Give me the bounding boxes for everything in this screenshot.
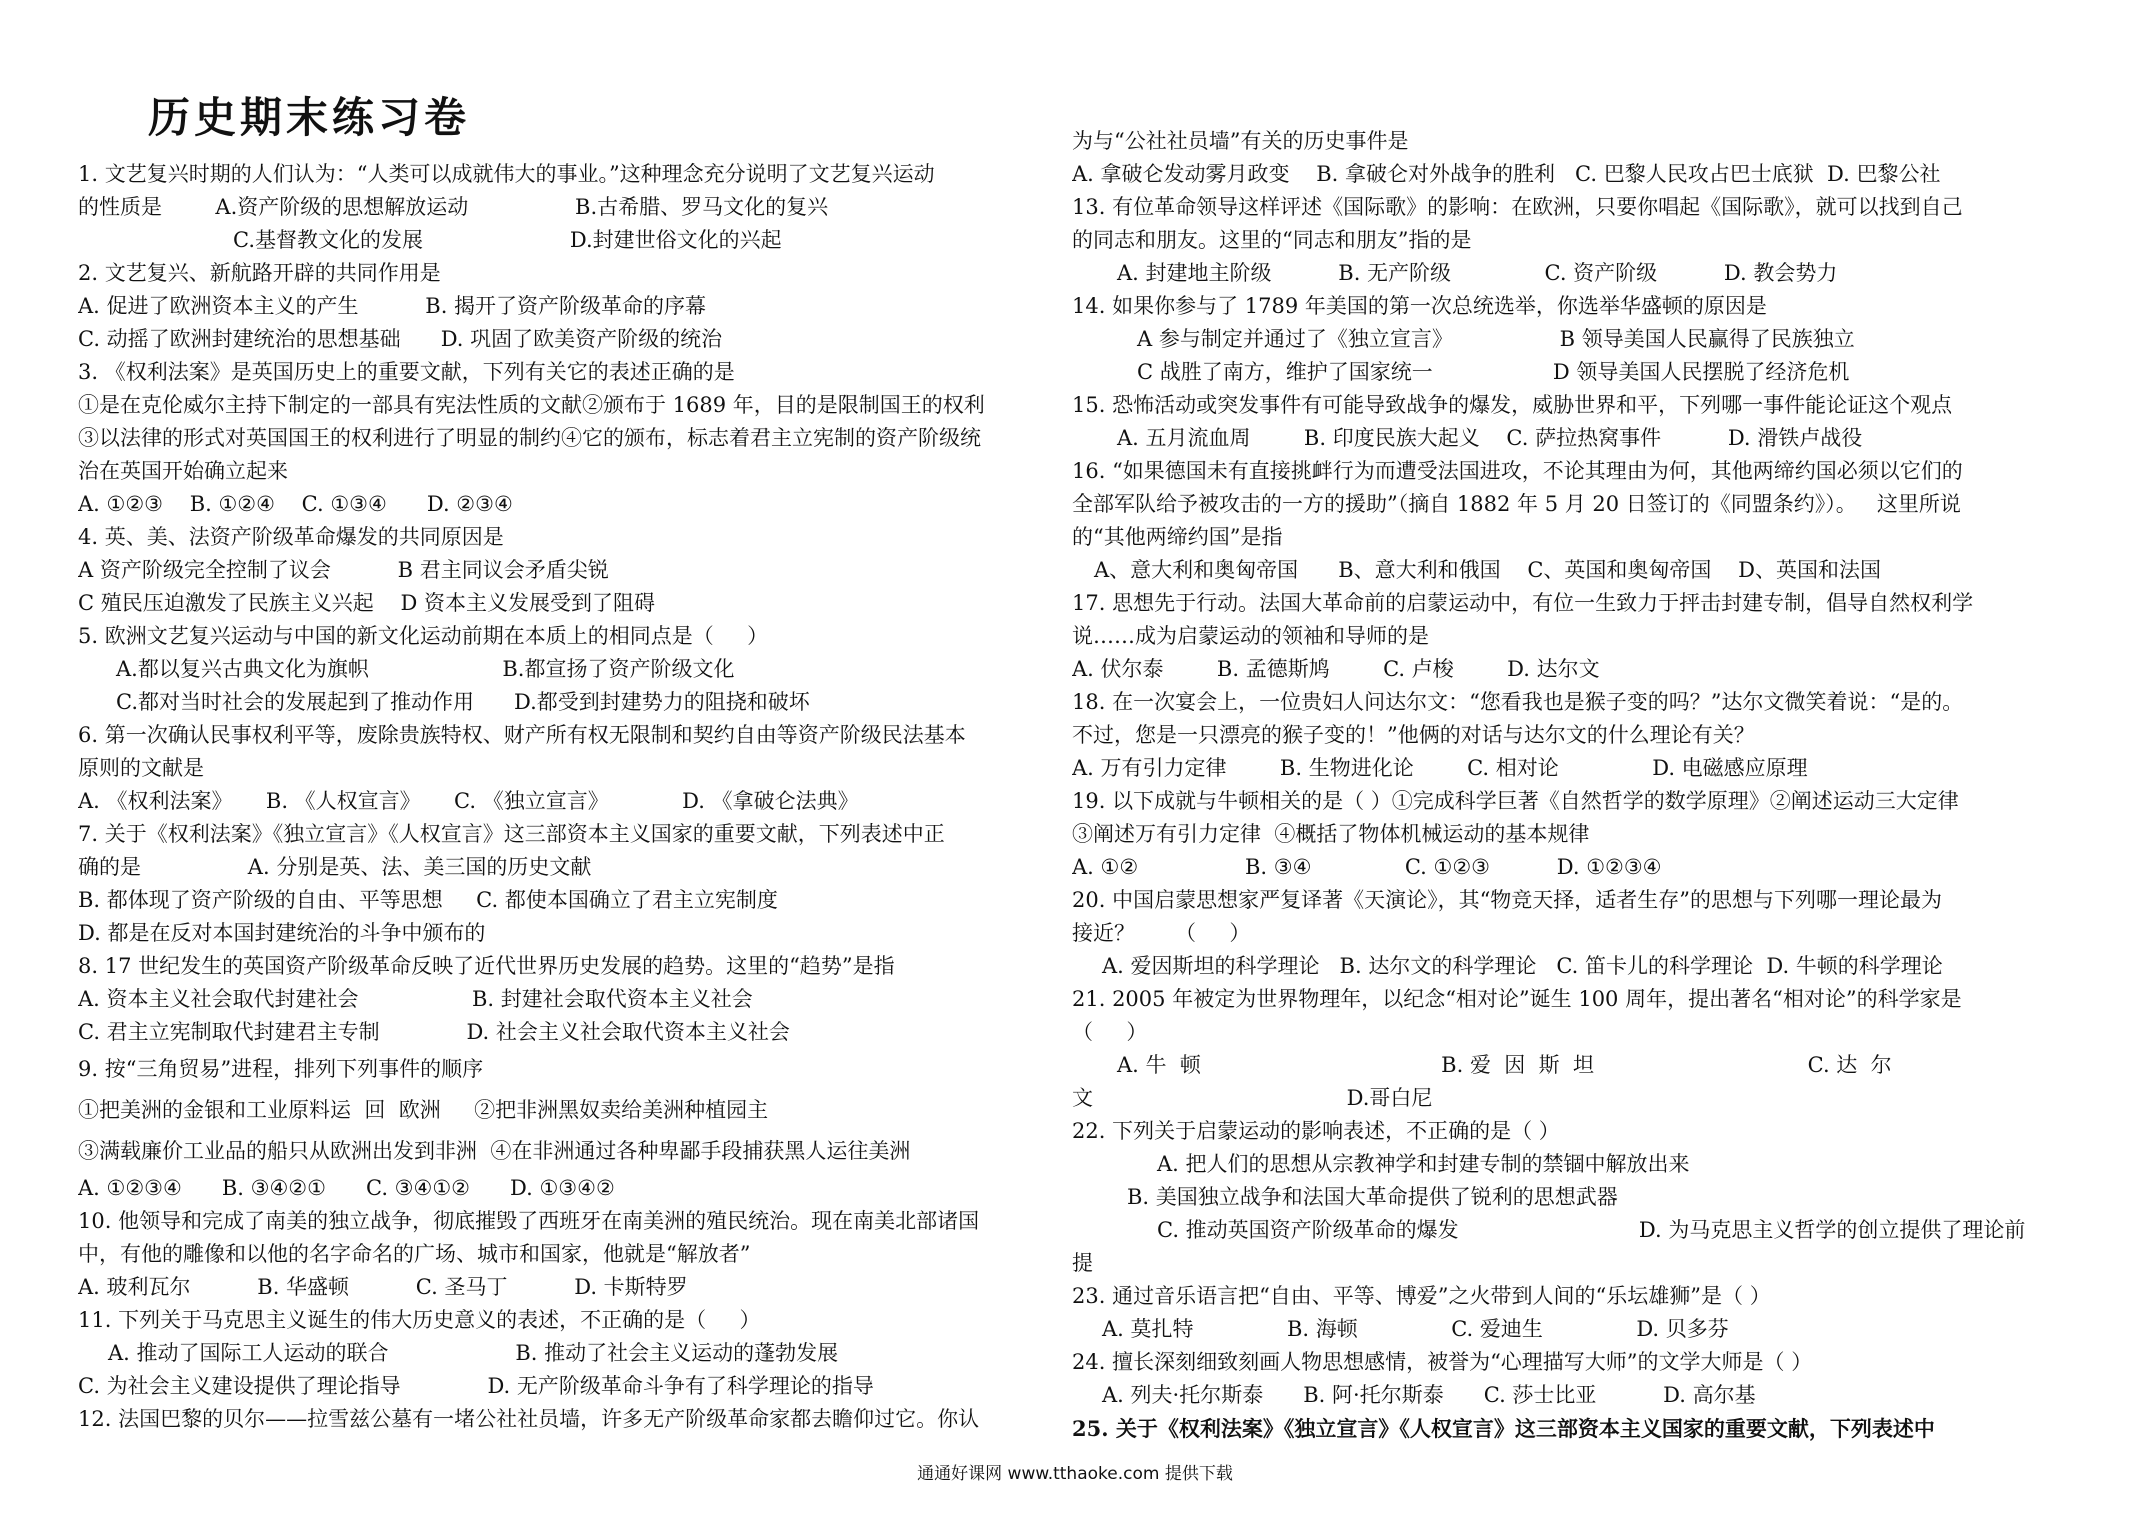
text-line: 5. 欧洲文艺复兴运动与中国的新文化运动前期在本质上的相同点是（ ）: [78, 624, 769, 648]
text-line: ③阐述万有引力定律 ④概括了物体机械运动的基本规律: [1072, 822, 1590, 846]
text-line: A. 资本主义社会取代封建社会 B. 封建社会取代资本主义社会: [78, 987, 753, 1011]
text-line: 20. 中国启蒙思想家严复译著《天演论》，其“物竞天择，适者生存”的思想与下列哪一理论最为: [1072, 888, 1943, 912]
text-line: 9. 按“三角贸易”进程，排列下列事件的顺序: [78, 1057, 484, 1081]
text-line: ①把美洲的金银和工业原料运 回 欧洲 ②把非洲黑奴卖给美洲种植园主: [78, 1098, 769, 1122]
text-line: B. 都体现了资产阶级的自由、平等思想 C. 都使本国确立了君主立宪制度: [78, 888, 778, 912]
text-line: A. 《权利法案》 B. 《人权宣言》 C. 《独立宣言》 D. 《拿破仑法典》: [78, 789, 859, 813]
text-line: 的同志和朋友。这里的“同志和朋友”指的是: [1072, 228, 1472, 252]
text-line: A. 莫扎特 B. 海顿 C. 爱迪生 D. 贝多芬: [1102, 1317, 1729, 1341]
text-line: 的“其他两缔约国”是指: [1072, 525, 1283, 549]
text-line: A. ①② B. ③④ C. ①②③ D. ①②③④: [1072, 855, 1662, 879]
text-line: A. ①②③④ B. ③④②① C. ③④①② D. ①③④②: [78, 1176, 615, 1200]
text-line: 25. 关于《权利法案》《独立宣言》《人权宣言》这三部资本主义国家的重要文献，下列表述中: [1072, 1416, 1935, 1441]
text-line: 接近？ （ ）: [1072, 921, 1251, 945]
text-line: 3. 《权利法案》是英国历史上的重要文献，下列有关它的表述正确的是: [78, 360, 735, 384]
text-line: C.都对当时社会的发展起到了推动作用 D.都受到封建势力的阻挠和破坏: [116, 690, 810, 714]
text-line: 原则的文献是: [78, 756, 204, 780]
text-line: 中，有他的雕像和以他的名字命名的广场、城市和国家，他就是“解放者”: [78, 1242, 751, 1266]
text-line: A. 促进了欧洲资本主义的产生 B. 揭开了资产阶级革命的序幕: [78, 294, 707, 318]
text-line: 19. 以下成就与牛顿相关的是（ ）①完成科学巨著《自然哲学的数学原理》②阐述运动三大定律: [1072, 789, 1959, 813]
text-line: 说……成为启蒙运动的领袖和导师的是: [1072, 624, 1429, 648]
text-line: 为与“公社社员墙”有关的历史事件是: [1072, 129, 1409, 153]
text-line: 12. 法国巴黎的贝尔——拉雪兹公墓有一堵公社社员墙，许多无产阶级革命家都去瞻仰过它。你认: [78, 1407, 980, 1431]
text-line: 8. 17 世纪发生的英国资产阶级革命反映了近代世界历史发展的趋势。这里的“趋势”是指: [78, 954, 895, 978]
page-title: 历史期末练习卷: [148, 93, 471, 142]
text-line: 文 D.哥白尼: [1072, 1086, 1433, 1110]
text-line: 7. 关于《权利法案》《独立宣言》《人权宣言》这三部资本主义国家的重要文献，下列表述中正: [78, 822, 945, 846]
text-line: A. 封建地主阶级 B. 无产阶级 C. 资产阶级 D. 教会势力: [1117, 261, 1838, 285]
text-line: ③满载廉价工业品的船只从欧洲出发到非洲 ④在非洲通过各种卑鄙手段捕获黑人运往美洲: [78, 1139, 911, 1163]
text-line: 的性质是 A.资产阶级的思想解放运动 B.古希腊、罗马文化的复兴: [78, 195, 829, 219]
text-line: A. 列夫·托尔斯泰 B. 阿·托尔斯泰 C. 莎士比亚 D. 高尔基: [1102, 1383, 1756, 1407]
text-line: C. 为社会主义建设提供了理论指导 D. 无产阶级革命斗争有了科学理论的指导: [78, 1374, 874, 1398]
text-line: A. 伏尔泰 B. 孟德斯鸠 C. 卢梭 D. 达尔文: [1072, 657, 1600, 681]
text-line: 提: [1072, 1251, 1093, 1275]
text-line: A、意大利和奥匈帝国 B、意大利和俄国 C、英国和奥匈帝国 D、英国和法国: [1094, 558, 1881, 582]
text-line: C.基督教文化的发展 D.封建世俗文化的兴起: [233, 228, 782, 252]
text-line: A. 牛 顿 B. 爱 因 斯 坦 C. 达 尔: [1117, 1053, 1892, 1077]
text-line: A. ①②③ B. ①②④ C. ①③④ D. ②③④: [78, 492, 513, 516]
text-line: 2. 文艺复兴、新航路开辟的共同作用是: [78, 261, 441, 285]
text-line: ③以法律的形式对英国国王的权利进行了明显的制约④它的颁布，标志着君主立宪制的资产阶级统: [78, 426, 981, 450]
text-line: 11. 下列关于马克思主义诞生的伟大历史意义的表述，不正确的是（ ）: [78, 1308, 761, 1332]
text-line: 15. 恐怖活动或突发事件有可能导致战争的爆发，威胁世界和平，下列哪一事件能论证这个观点: [1072, 393, 1953, 417]
text-line: 24. 擅长深刻细致刻画人物思想感情，被誉为“心理描写大师”的文学大师是（ ）: [1072, 1350, 1813, 1374]
text-line: ①是在克伦威尔主持下制定的一部具有宪法性质的文献②颁布于 1689 年，目的是限制国王的权利: [78, 393, 985, 417]
text-line: 4. 英、美、法资产阶级革命爆发的共同原因是: [78, 525, 504, 549]
left-column: [78, 158, 1033, 1436]
text-line: C 战胜了南方，维护了国家统一 D 领导美国人民摆脱了经济危机: [1137, 360, 1850, 384]
text-line: 10. 他领导和完成了南美的独立战争，彻底摧毁了西班牙在南美洲的殖民统治。现在南美北部诸国: [78, 1209, 980, 1233]
text-line: 13. 有位革命领导这样评述《国际歌》的影响：在欧洲，只要你唱起《国际歌》，就可以找到自己: [1072, 195, 1963, 219]
right-column: [1072, 125, 2032, 1445]
text-line: D. 都是在反对本国封建统治的斗争中颁布的: [78, 921, 486, 945]
text-line: A 资产阶级完全控制了议会 B 君主同议会矛盾尖锐: [78, 558, 609, 582]
text-line: A. 五月流血周 B. 印度民族大起义 C. 萨拉热窝事件 D. 滑铁卢战役: [1117, 426, 1863, 450]
text-line: A. 推动了国际工人运动的联合 B. 推动了社会主义运动的蓬勃发展: [108, 1341, 839, 1365]
text-line: A. 万有引力定律 B. 生物进化论 C. 相对论 D. 电磁感应原理: [1072, 756, 1808, 780]
text-line: A. 玻利瓦尔 B. 华盛顿 C. 圣马丁 D. 卡斯特罗: [78, 1275, 688, 1299]
text-line: A. 拿破仑发动雾月政变 B. 拿破仑对外战争的胜利 C. 巴黎人民攻占巴士底狱 D. 巴黎公社: [1072, 162, 1941, 186]
text-line: A. 把人们的思想从宗教神学和封建专制的禁锢中解放出来: [1157, 1152, 1690, 1176]
text-line: 14. 如果你参与了 1789 年美国的第一次总统选举，你选举华盛顿的原因是: [1072, 294, 1767, 318]
text-line: C. 动摇了欧洲封建统治的思想基础 D. 巩固了欧美资产阶级的统治: [78, 327, 723, 351]
text-line: C. 推动英国资产阶级革命的爆发 D. 为马克思主义哲学的创立提供了理论前: [1157, 1218, 2026, 1242]
text-line: A 参与制定并通过了《独立宣言》 B 领导美国人民赢得了民族独立: [1137, 327, 1855, 351]
text-line: 6. 第一次确认民事权利平等，废除贵族特权、财产所有权无限制和契约自由等资产阶级民法基本: [78, 723, 966, 747]
text-line: 23. 通过音乐语言把“自由、平等、博爱”之火带到人间的“乐坛雄狮”是（ ）: [1072, 1284, 1771, 1308]
text-line: （ ）: [1072, 1020, 1148, 1044]
text-line: 治在英国开始确立起来: [78, 459, 288, 483]
text-line: C. 君主立宪制取代封建君主专制 D. 社会主义社会取代资本主义社会: [78, 1020, 790, 1044]
text-line: 22. 下列关于启蒙运动的影响表述，不正确的是（ ）: [1072, 1119, 1560, 1143]
text-line: 16. “如果德国未有直接挑衅行为而遭受法国进攻，不论其理由为何，其他两缔约国必须以它们的: [1072, 459, 1963, 483]
text-line: 不过，您是一只漂亮的猴子变的！”他俩的对话与达尔文的什么理论有关？: [1072, 723, 1755, 747]
text-line: A.都以复兴古典文化为旗帜 B.都宣扬了资产阶级文化: [116, 657, 735, 681]
text-line: 确的是 A. 分别是英、法、美三国的历史文献: [78, 855, 592, 879]
footer-credit: 通通好课网 www.tthaoke.com 提供下载: [917, 1464, 1233, 1484]
text-line: C 殖民压迫激发了民族主义兴起 D 资本主义发展受到了阻碍: [78, 591, 655, 615]
text-line: B. 美国独立战争和法国大革命提供了锐利的思想武器: [1127, 1185, 1618, 1209]
text-line: 1. 文艺复兴时期的人们认为：“人类可以成就伟大的事业。”这种理念充分说明了文艺复兴运动: [78, 162, 935, 186]
text-line: 17. 思想先于行动。法国大革命前的启蒙运动中，有位一生致力于抨击封建专制，倡导自然权利学: [1072, 591, 1974, 615]
text-line: 18. 在一次宴会上，一位贵妇人问达尔文：“您看我也是猴子变的吗？”达尔文微笑着说：“是的。: [1072, 690, 1964, 714]
text-line: 全部军队给予被攻击的一方的援助”（摘自 1882 年 5 月 20 日签订的《同盟条约》）。 这里所说: [1072, 492, 1961, 516]
text-line: 21. 2005 年被定为世界物理年，以纪念“相对论”诞生 100 周年，提出著名“相对论”的科学家是: [1072, 987, 1962, 1011]
text-line: A. 爱因斯坦的科学理论 B. 达尔文的科学理论 C. 笛卡儿的科学理论 D. 牛顿的科学理论: [1102, 954, 1943, 978]
